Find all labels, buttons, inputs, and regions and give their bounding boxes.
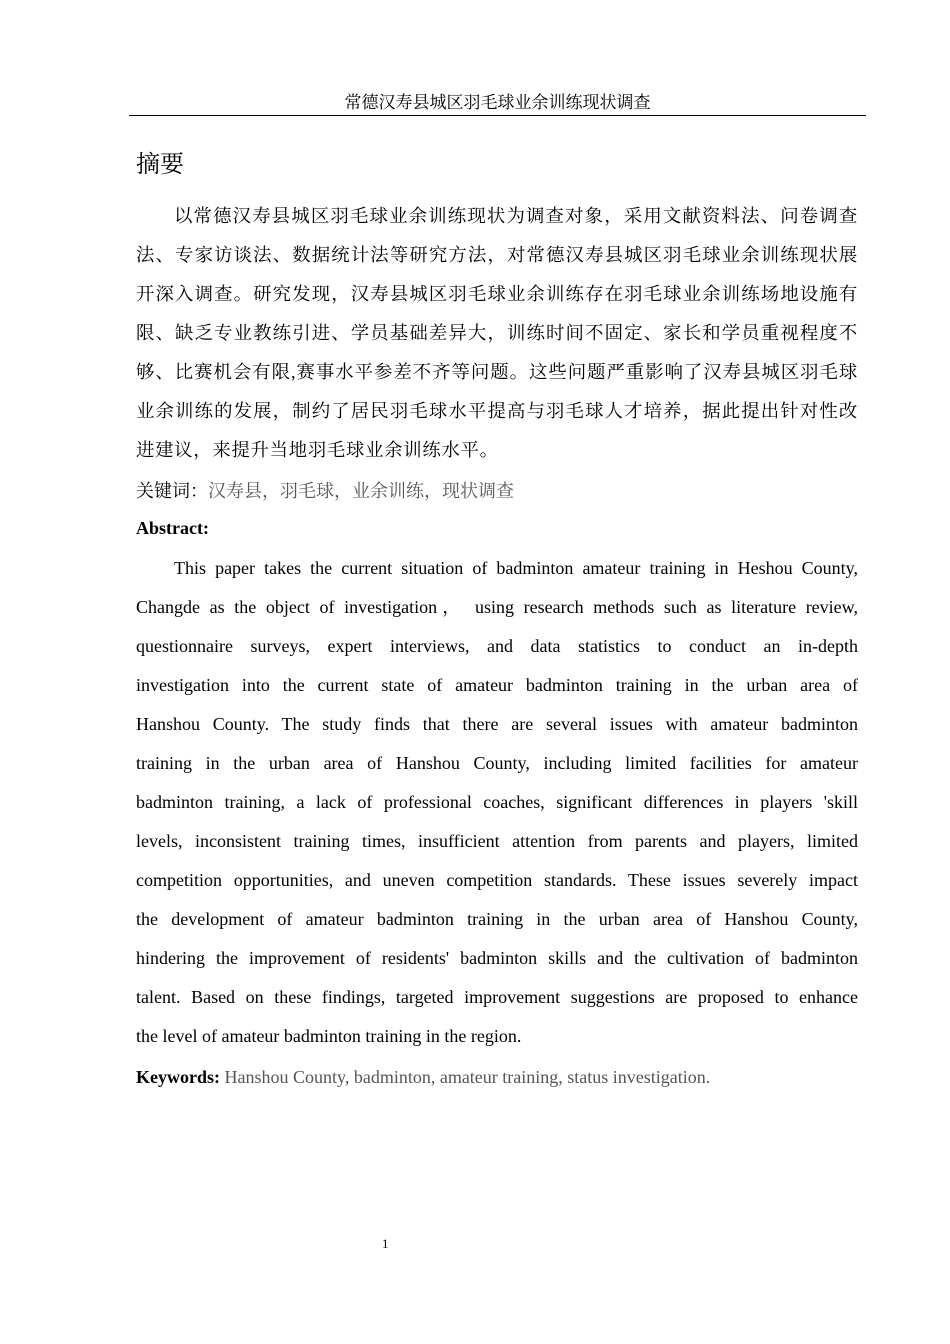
keywords-label: Keywords:: [136, 1067, 220, 1087]
text-line: 进建议，来提升当地羽毛球业余训练水平。: [136, 440, 499, 460]
abstract-body-zh: [136, 197, 858, 470]
text-line: talent. Based on these findings, targeted improvement suggestions are proposed to enhance: [136, 987, 858, 1007]
text-line: badminton training, a lack of professional coaches, significant differences in players 'skill: [136, 792, 858, 812]
keywords-label: 关键词：: [136, 481, 208, 502]
text-line: Hanshou County. The study finds that there are several issues with amateur badminton: [136, 714, 858, 734]
text-line: 限、缺乏专业教练引进、学员基础差异大，训练时间不固定、家长和学员重视程度不: [136, 323, 858, 343]
text-line: 法、专家访谈法、数据统计法等研究方法，对常德汉寿县城区羽毛球业余训练现状展: [136, 245, 858, 265]
abstract-body-en: [136, 549, 858, 1056]
keywords-en: [136, 1064, 710, 1090]
keywords-value: 汉寿县，羽毛球，业余训练，现状调查: [208, 481, 514, 501]
text-line: 够、比赛机会有限,赛事水平参差不齐等问题。这些问题严重影响了汉寿县城区羽毛球: [136, 362, 858, 382]
text-line: 开深入调查。研究发现，汉寿县城区羽毛球业余训练存在羽毛球业余训练场地设施有: [136, 284, 858, 304]
running-header: 常德汉寿县城区羽毛球业余训练现状调查: [344, 93, 651, 112]
header-rule: [129, 115, 866, 116]
keywords-zh: [136, 478, 514, 505]
text-line: questionnaire surveys, expert interviews, and data statistics to conduct an in-depth: [136, 636, 858, 656]
text-line: hindering the improvement of residents' badminton skills and the cultivation of badminton: [136, 948, 858, 968]
abstract-heading-en: Abstract:: [136, 518, 209, 538]
text-line: competition opportunities, and uneven competition standards. These issues severely impact: [136, 870, 858, 890]
text-line: levels, inconsistent training times, insufficient attention from parents and players, limited: [136, 831, 858, 851]
text-line: training in the urban area of Hanshou County, including limited facilities for amateur: [136, 753, 858, 773]
keywords-value: Hanshou County, badminton, amateur training, status investigation.: [224, 1067, 711, 1087]
text-line: investigation into the current state of amateur badminton training in the urban area of: [136, 675, 858, 695]
text-line: the development of amateur badminton training in the urban area of Hanshou County,: [136, 909, 858, 929]
text-line: This paper takes the current situation of badminton amateur training in Heshou County,: [174, 558, 858, 578]
text-line: 业余训练的发展，制约了居民羽毛球水平提高与羽毛球人才培养，据此提出针对性改: [136, 401, 858, 421]
abstract-heading-zh: 摘要: [136, 150, 184, 178]
text-line: 以常德汉寿县城区羽毛球业余训练现状为调查对象，采用文献资料法、问卷调查: [174, 206, 858, 226]
text-line: Changde as the object of investigation， using research methods such as literature review,: [136, 597, 858, 617]
text-line: the level of amateur badminton training in the region.: [136, 1026, 522, 1046]
page-number: 1: [382, 1236, 389, 1251]
